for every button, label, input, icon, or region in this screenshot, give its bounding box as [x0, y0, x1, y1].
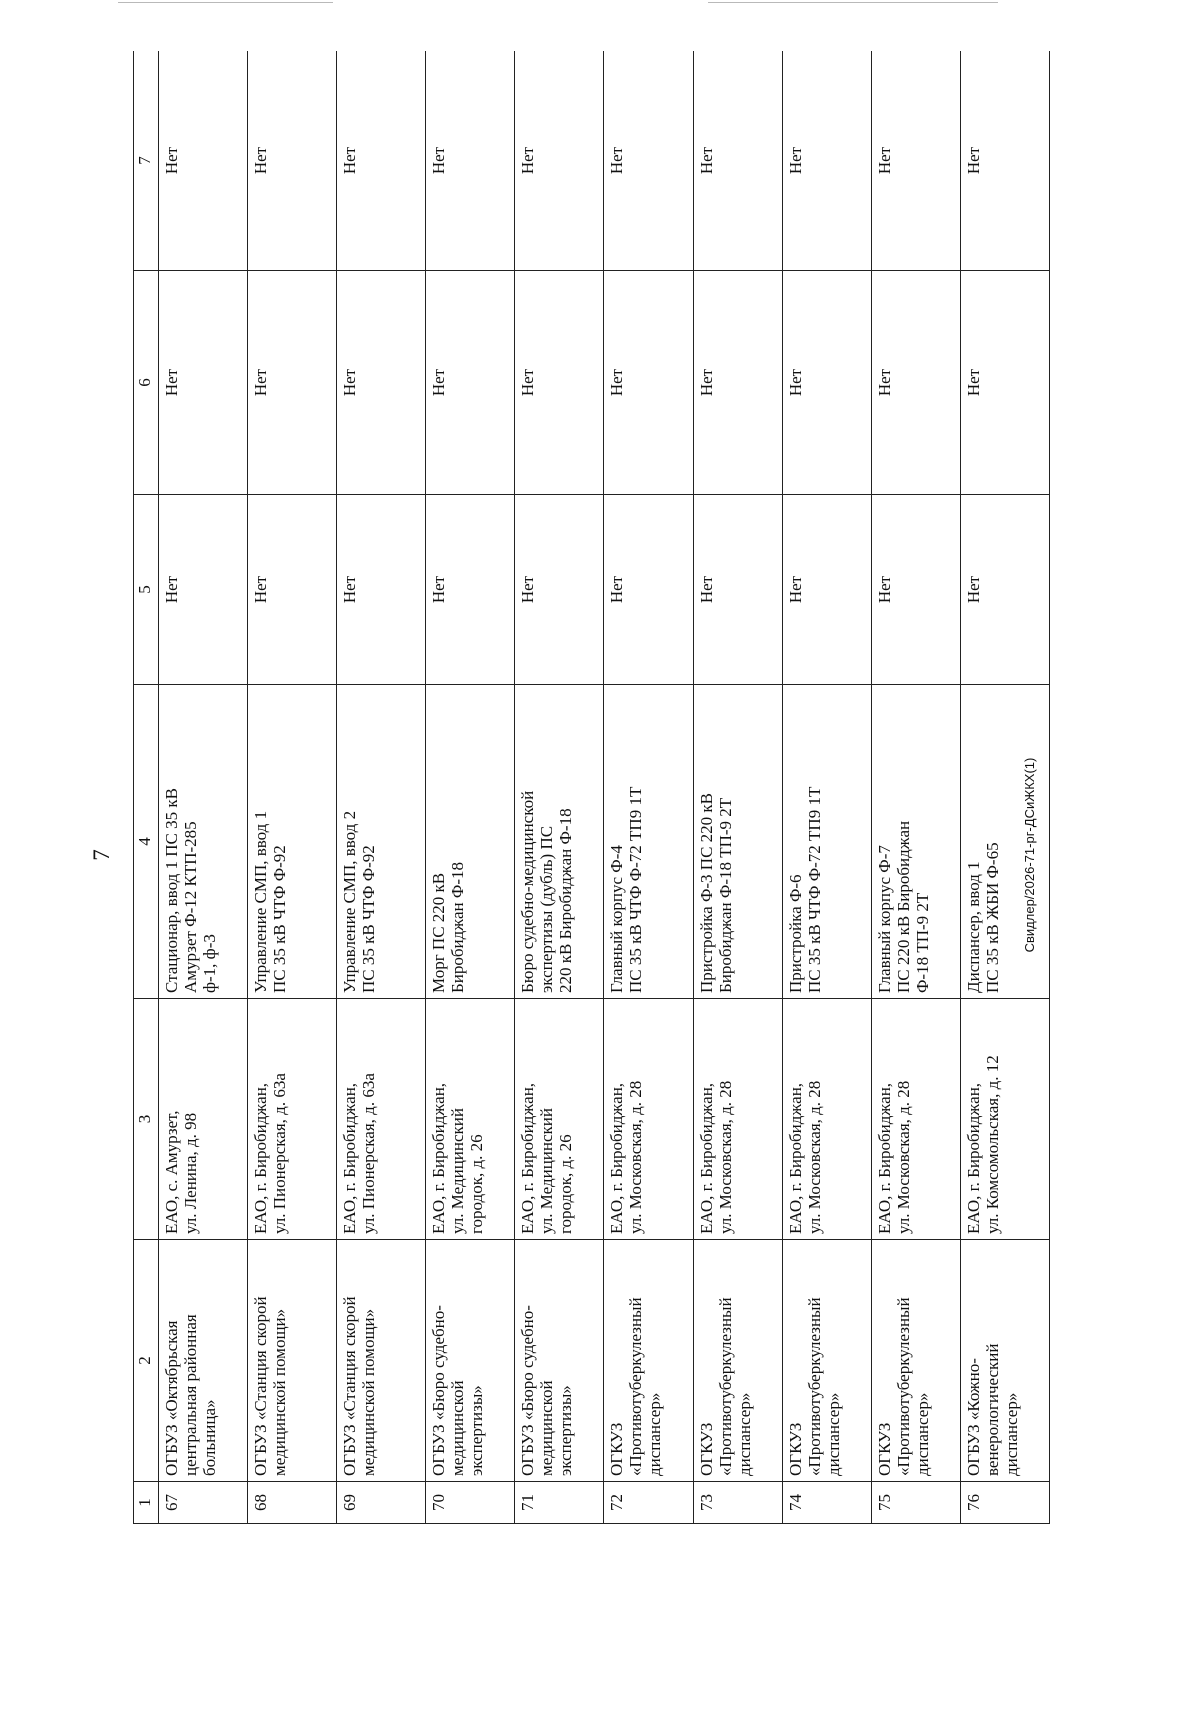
table-row [782, 51, 871, 1524]
address-cell [159, 999, 248, 1240]
column-6-value: Нет [518, 368, 538, 397]
organization-name-cell [693, 1240, 782, 1482]
row-number-cell [426, 1482, 515, 1524]
row-number-cell [159, 1482, 248, 1524]
row-number-cell [515, 1482, 604, 1524]
address: ЕАО, с. Амурзет, ул. Ленина, д. 98 [162, 1110, 200, 1234]
organization-name-cell [426, 1240, 515, 1482]
table-row [693, 51, 782, 1524]
row-number: 67 [162, 1494, 181, 1511]
object-description: Управление СМП, ввод 1 ПС 35 кВ ЧТФ Ф-92 [251, 810, 290, 993]
column-7-value: Нет [518, 146, 538, 175]
object-description-cell [782, 685, 871, 999]
column-header: 6 [134, 271, 159, 495]
object-description: Бюро судебно-медицинской экспертизы (дубль) ПС 220 кВ Биробиджан Ф-18 [518, 790, 576, 993]
column-7-value-cell [159, 51, 248, 271]
column-5-value: Нет [429, 575, 449, 604]
column-6-value-cell [604, 271, 693, 495]
address-cell [604, 999, 693, 1240]
column-7-value-cell [871, 51, 960, 271]
table-row [426, 51, 515, 1524]
object-description-cell [515, 685, 604, 999]
column-6-value: Нет [340, 368, 360, 397]
column-6-value: Нет [874, 368, 894, 397]
column-header: 5 [134, 495, 159, 685]
column-7-value-cell [960, 51, 1049, 271]
row-number: 73 [696, 1494, 716, 1511]
row-number: 68 [251, 1494, 271, 1511]
column-5-value: Нет [518, 575, 538, 604]
table-row [604, 51, 693, 1524]
row-number-cell [782, 1482, 871, 1524]
table-row [871, 51, 960, 1524]
organization-name-cell [871, 1240, 960, 1482]
column-header: 7 [134, 51, 159, 271]
column-5-value-cell [693, 495, 782, 685]
organization-name-cell [604, 1240, 693, 1482]
column-7-value-cell [604, 51, 693, 271]
column-6-value: Нет [429, 368, 449, 397]
row-number: 69 [340, 1494, 360, 1511]
object-description-cell [693, 685, 782, 999]
object-description-cell [604, 685, 693, 999]
column-7-value: Нет [251, 146, 271, 175]
object-description: Управление СМП, ввод 2 ПС 35 кВ ЧТФ Ф-92 [340, 810, 379, 993]
address-cell [337, 999, 426, 1240]
column-6-value: Нет [696, 368, 716, 397]
organization-name: ОГКУЗ «Противотуберкулезный диспансер» [785, 1297, 843, 1476]
address: ЕАО, г. Биробиджан, ул. Комсомольская, д. 12 [963, 1055, 1002, 1234]
row-number: 76 [963, 1494, 983, 1511]
object-description: Стационар, ввод 1 ПС 35 кВ Амурзет Ф-12 КТП-285 ф-1, ф-3 [162, 788, 219, 993]
column-header: 2 [134, 1240, 159, 1482]
address-cell [782, 999, 871, 1240]
object-description-cell [337, 685, 426, 999]
row-number: 71 [518, 1494, 538, 1511]
column-6-value-cell [960, 271, 1049, 495]
organization-name: ОГБУЗ «Октябрьская центральная районная больница» [162, 1314, 219, 1476]
row-number: 70 [429, 1494, 449, 1511]
organization-name-cell [515, 1240, 604, 1482]
column-5-value-cell [782, 495, 871, 685]
document-table-area [133, 51, 1050, 1524]
column-6-value-cell [337, 271, 426, 495]
address: ЕАО, г. Биробиджан, ул. Пионерская, д. 63а [251, 1073, 290, 1234]
column-5-value: Нет [251, 575, 271, 604]
column-6-value-cell [871, 271, 960, 495]
column-6-value-cell [782, 271, 871, 495]
organization-name: ОГБУЗ «Станция скорой медицинской помощи» [340, 1296, 379, 1476]
organization-name-cell [782, 1240, 871, 1482]
column-5-value-cell [159, 495, 248, 685]
column-6-value: Нет [251, 368, 271, 397]
row-number-cell [693, 1482, 782, 1524]
column-7-value: Нет [963, 146, 983, 175]
organization-name: ОГКУЗ «Противотуберкулезный диспансер» [874, 1297, 932, 1476]
column-7-value-cell [337, 51, 426, 271]
row-number-cell [960, 1482, 1049, 1524]
organization-name-cell [248, 1240, 337, 1482]
column-7-value: Нет [785, 146, 805, 175]
organization-name-cell [337, 1240, 426, 1482]
object-description-cell [426, 685, 515, 999]
column-7-value-cell [248, 51, 337, 271]
column-5-value: Нет [963, 575, 983, 604]
column-header: 4 [134, 685, 159, 999]
address: ЕАО, г. Биробиджан, ул. Московская, д. 28 [607, 1080, 646, 1234]
organization-name-cell [960, 1240, 1049, 1482]
object-description-cell [159, 685, 248, 999]
object-description: Главный корпус Ф-4 ПС 35 кВ ЧТФ Ф-72 ТП9 1Т [607, 786, 646, 993]
table-row [159, 51, 248, 1524]
column-5-value: Нет [607, 575, 627, 604]
address: ЕАО, г. Биробиджан, ул. Московская, д. 28 [696, 1080, 735, 1234]
address: ЕАО, г. Биробиджан, ул. Московская, д. 28 [785, 1080, 824, 1234]
column-7-value: Нет [340, 146, 360, 175]
organization-name: ОГКУЗ «Противотуберкулезный диспансер» [696, 1297, 754, 1476]
row-number: 75 [874, 1494, 894, 1511]
object-description: Морг ПС 220 кВ Биробиджан Ф-18 [429, 862, 468, 993]
row-number-cell [604, 1482, 693, 1524]
column-7-value: Нет [162, 146, 181, 175]
column-7-value-cell [515, 51, 604, 271]
address-cell [871, 999, 960, 1240]
header-row [134, 51, 159, 1524]
column-5-value: Нет [874, 575, 894, 604]
organization-name-cell [159, 1240, 248, 1482]
address-cell [248, 999, 337, 1240]
column-5-value: Нет [696, 575, 716, 604]
column-6-value-cell [248, 271, 337, 495]
column-5-value: Нет [340, 575, 360, 604]
page-number: 7 [89, 849, 114, 861]
column-header: 3 [134, 999, 159, 1240]
column-5-value-cell [604, 495, 693, 685]
object-description: Диспансер, ввод 1 ПС 35 кВ ЖБИ Ф-65 [963, 842, 1002, 993]
table-row [515, 51, 604, 1524]
column-5-value-cell [248, 495, 337, 685]
column-header: 1 [134, 1482, 159, 1524]
organization-name: ОГБУЗ «Станция скорой медицинской помощи» [251, 1296, 290, 1476]
column-6-value-cell [426, 271, 515, 495]
column-7-value: Нет [429, 146, 449, 175]
object-description-cell [871, 685, 960, 999]
scan-edge-line [708, 2, 998, 3]
column-6-value: Нет [963, 368, 983, 397]
column-5-value: Нет [162, 575, 181, 604]
column-6-value-cell [515, 271, 604, 495]
row-number: 74 [785, 1494, 805, 1511]
document-id-footer: Свидлер/2026-71-рг-ДСиЖКХ(1) [1022, 757, 1037, 953]
column-6-value-cell [159, 271, 248, 495]
object-description-cell [248, 685, 337, 999]
address-cell [515, 999, 604, 1240]
object-description: Пристройка Ф-6 ПС 35 кВ ЧТФ Ф-72 ТП9 1Т [785, 786, 824, 993]
document-table [133, 51, 1050, 1524]
column-5-value-cell [871, 495, 960, 685]
column-7-value-cell [426, 51, 515, 271]
table-row [337, 51, 426, 1524]
column-5-value-cell [515, 495, 604, 685]
address: ЕАО, г. Биробиджан, ул. Московская, д. 28 [874, 1080, 913, 1234]
address: ЕАО, г. Биробиджан, ул. Медицинский городок, д. 26 [518, 1082, 576, 1234]
column-7-value-cell [693, 51, 782, 271]
address: ЕАО, г. Биробиджан, ул. Медицинский городок, д. 26 [429, 1082, 487, 1234]
column-7-value: Нет [696, 146, 716, 175]
address-cell [693, 999, 782, 1240]
column-7-value-cell [782, 51, 871, 271]
row-number-cell [337, 1482, 426, 1524]
column-7-value: Нет [607, 146, 627, 175]
column-6-value-cell [693, 271, 782, 495]
column-6-value: Нет [162, 368, 181, 397]
organization-name: ОГКУЗ «Противотуберкулезный диспансер» [607, 1297, 665, 1476]
row-number-cell [871, 1482, 960, 1524]
scan-edge-line [118, 2, 333, 3]
organization-name: ОГБУЗ «Бюро судебно- медицинской экспертизы» [429, 1305, 487, 1476]
row-number: 72 [607, 1494, 627, 1511]
table-row [248, 51, 337, 1524]
organization-name: ОГБУЗ «Бюро судебно- медицинской экспертизы» [518, 1305, 576, 1476]
object-description: Пристройка Ф-3 ПС 220 кВ Биробиджан Ф-18 ТП-9 2Т [696, 792, 735, 993]
column-5-value-cell [426, 495, 515, 685]
object-description: Главный корпус Ф-7 ПС 220 кВ Биробиджан Ф-18 ТП-9 2Т [874, 820, 932, 993]
column-6-value: Нет [607, 368, 627, 397]
column-7-value: Нет [874, 146, 894, 175]
organization-name: ОГБУЗ «Кожно- венерологический диспансер» [963, 1343, 1021, 1476]
row-number-cell [248, 1482, 337, 1524]
column-6-value: Нет [785, 368, 805, 397]
address: ЕАО, г. Биробиджан, ул. Пионерская, д. 63а [340, 1073, 379, 1234]
column-5-value-cell [337, 495, 426, 685]
column-5-value: Нет [785, 575, 805, 604]
address-cell [426, 999, 515, 1240]
